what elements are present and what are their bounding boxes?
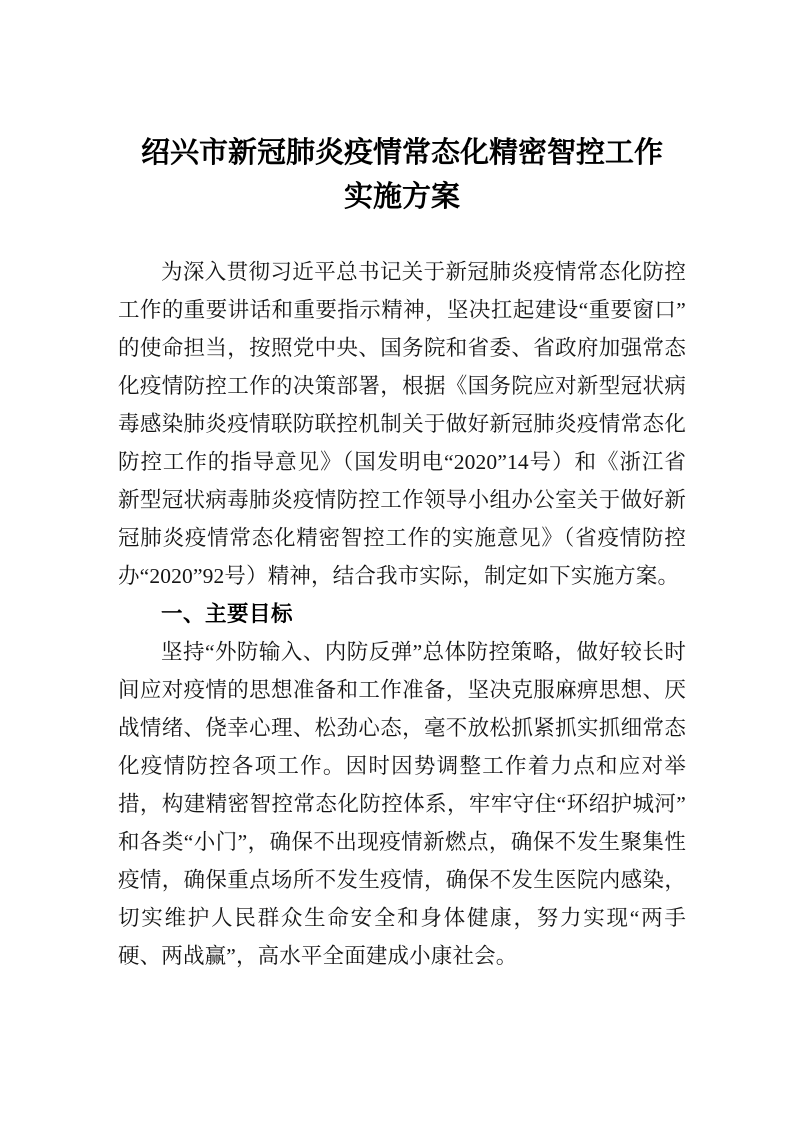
page-title-line-2: 实施方案: [343, 181, 460, 213]
page-title: [118, 0, 686, 219]
main-goals-paragraph: 坚持“外防输入、内防反弹”总体防控策略，做好较长时间应对疫情的思想准备和工作准备，坚决克服麻痹思想、厌战情绪、侥幸心理、松劲心态，毫不放松抓紧抓实抓细常态化疫情防控各项工作。因时因势调整工作着力点和应对举措，构建精密智控常态化防控体系，牢牢守住“环绍护城河”和各类“小门”，确保不出现疫情新燃点，确保不发生聚集性疫情，确保重点场所不发生疫情，确保不发生医院内感染，切实维护人民群众生命安全和身体健康，努力实现“两手硬、两战赢”，高水平全面建成小康社会。: [118, 640, 686, 968]
document-content: [118, 0, 686, 975]
document-body: [118, 253, 686, 975]
section-heading-1: 一、主要目标: [161, 602, 294, 626]
page-title-line-1: 绍兴市新冠肺炎疫情常态化精密智控工作: [140, 137, 663, 169]
preamble-paragraph: 为深入贯彻习近平总书记关于新冠肺炎疫情常态化防控工作的重要讲话和重要指示精神，坚决扛起建设“重要窗口”的使命担当，按照党中央、国务院和省委、省政府加强常态化疫情防控工作的决策部署，根据《国务院应对新型冠状病毒感染肺炎疫情联防联控机制关于做好新冠肺炎疫情常态化防控工作的指导意见》（国发明电“2020”14号）和《浙江省新型冠状病毒肺炎疫情防控工作领导小组办公室关于做好新冠肺炎疫情常态化精密智控工作的实施意见》（省疫情防控办“2020”92号）精神，结合我市实际，制定如下实施方案。: [118, 260, 686, 588]
